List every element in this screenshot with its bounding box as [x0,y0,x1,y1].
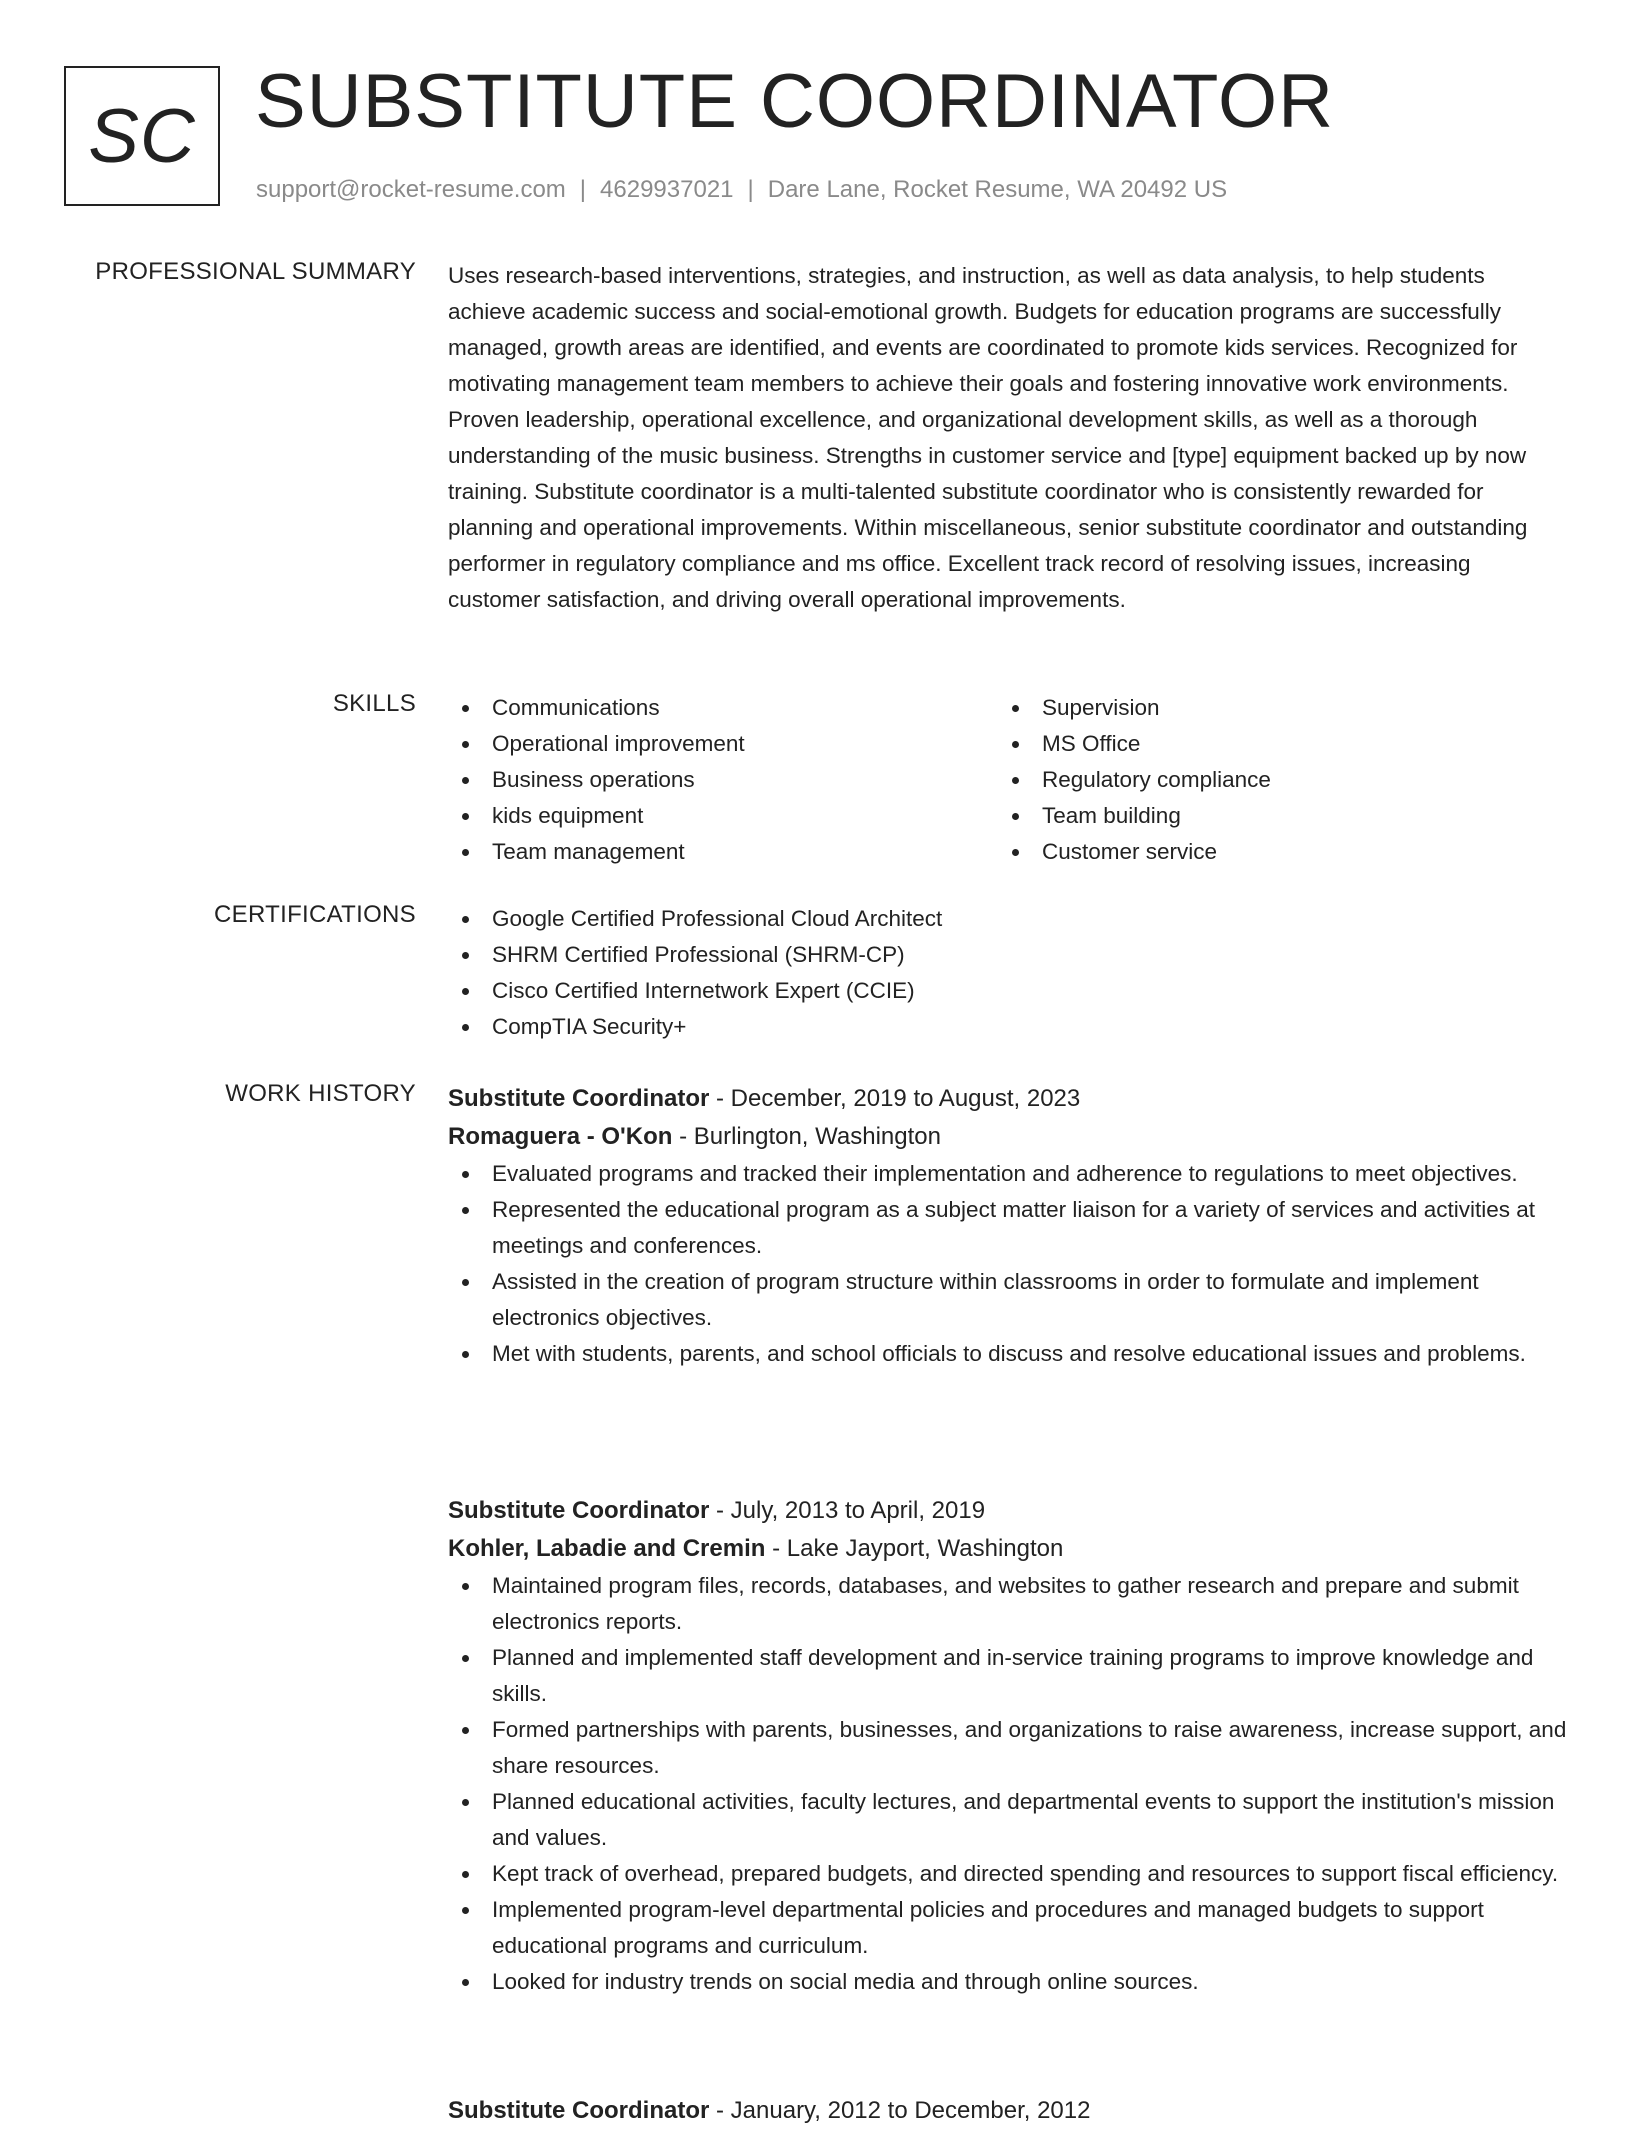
dash: - [679,1123,688,1150]
section-heading: SKILLS [332,690,416,717]
duty-item: Kept track of overhead, prepared budgets, and directed spending and resources to support fiscal efficiency. [448,1856,1568,1892]
duty-item: Formed partnerships with parents, businesses, and organizations to raise awareness, increase support, and share resources. [448,1712,1568,1784]
skills-column [448,690,998,870]
section-body [448,258,1568,618]
job-dates: January, 2012 to December, 2012 [730,2097,1091,2124]
certification-item: Cisco Certified Internetwork Expert (CCIE) [448,973,1568,1009]
job-location: Lake Jayport, Washington [786,1535,1064,1562]
skills-column [998,690,1548,870]
dash: - [716,1497,724,1524]
job-header [448,1080,1568,1118]
contact-separator: | [747,176,754,203]
duty-item: Represented the educational program as a subject matter liaison for a variety of services and activities at meetings and conferences. [448,1192,1568,1264]
section-body [448,690,1568,870]
duty-item: Assisted in the creation of program structure within classrooms in order to formulate and implement electronics objectives. [448,1264,1568,1336]
job-entry [448,1492,1568,2000]
job-title: Substitute Coordinator [448,2097,710,2124]
job-title: Substitute Coordinator [448,1085,710,1112]
job-duties [448,1568,1568,2000]
duty-item: Maintained program files, records, databases, and websites to gather research and prepare and submit electronics reports. [448,1568,1568,1640]
certification-list [448,901,1568,1045]
contact-phone: 4629937021 [600,176,734,203]
duty-item: Planned and implemented staff development and in-service training programs to improve knowledge and skills. [448,1640,1568,1712]
skill-item: Regulatory compliance [998,762,1548,798]
job-dates: July, 2013 to April, 2019 [730,1497,986,1524]
contact-address: Dare Lane, Rocket Resume, WA 20492 US [767,176,1228,203]
skill-item: Business operations [448,762,998,798]
duty-item: Met with students, parents, and school officials to discuss and resolve educational issues and problems. [448,1336,1568,1372]
job-location: Burlington, Washington [693,1123,941,1150]
page-title: SUBSTITUTE COORDINATOR [255,59,1335,144]
job-dates: December, 2019 to August, 2023 [730,1085,1081,1112]
skill-item: Supervision [998,690,1548,726]
section-heading: PROFESSIONAL SUMMARY [95,258,416,285]
job-header [448,2092,1568,2130]
section-body [448,901,1568,1045]
section-heading: CERTIFICATIONS [214,901,416,928]
duty-item: Planned educational activities, faculty lectures, and departmental events to support the institution's mission and values. [448,1784,1568,1856]
summary-text: Uses research-based interventions, strategies, and instruction, as well as data analysis, to help students achieve academic success and social-emotional growth. Budgets for education programs are successfully managed, growth areas are identified, and events are coordinated to promote kids services. Recognized for motivating management team members to achieve their goals and fostering innovative work environments. Proven leadership, operational excellence, and organizational development skills, as well as a thorough understanding of the music business. Strengths in customer service and [type] equipment backed up by now training. Substitute coordinator is a multi-talented substitute coordinator who is consistently rewarded for planning and operational improvements. Within miscellaneous, senior substitute coordinator and outstanding performer in regulatory compliance and ms office. Excellent track record of resolving issues, increasing customer satisfaction, and driving overall operational improvements. [448,263,1528,612]
section-body [448,1080,1568,2124]
job-header [448,1492,1568,1530]
dash: - [716,1085,724,1112]
duty-item: Implemented program-level departmental policies and procedures and managed budgets to support educational programs and curriculum. [448,1892,1568,1964]
skill-item: Operational improvement [448,726,998,762]
monogram-logo: SC [64,66,220,206]
skill-item: Team management [448,834,998,870]
job-entry [448,1080,1568,1372]
job-duties [448,1156,1568,1372]
skill-item: kids equipment [448,798,998,834]
job-employer [448,1530,1568,1568]
job-employer [448,1118,1568,1156]
job-company: Kohler, Labadie and Cremin [448,1535,766,1562]
skill-item: Customer service [998,834,1548,870]
job-company: Romaguera - O'Kon [448,1123,673,1150]
contact-separator: | [579,176,587,203]
job-entry [448,2092,1568,2130]
dash: - [716,2097,724,2124]
certification-item: CompTIA Security+ [448,1009,1568,1045]
job-title: Substitute Coordinator [448,1497,710,1524]
certification-item: SHRM Certified Professional (SHRM-CP) [448,937,1568,973]
skill-item: Team building [998,798,1548,834]
duty-item: Evaluated programs and tracked their implementation and adherence to regulations to meet objectives. [448,1156,1568,1192]
dash: - [772,1535,781,1562]
duty-item: Looked for industry trends on social media and through online sources. [448,1964,1568,2000]
skill-item: MS Office [998,726,1548,762]
certification-item: Google Certified Professional Cloud Architect [448,901,1568,937]
contact-line [256,176,1227,204]
contact-email: support@rocket-resume.com [256,176,566,203]
skill-item: Communications [448,690,998,726]
skills-grid [448,690,1568,870]
section-heading: WORK HISTORY [225,1080,416,1107]
